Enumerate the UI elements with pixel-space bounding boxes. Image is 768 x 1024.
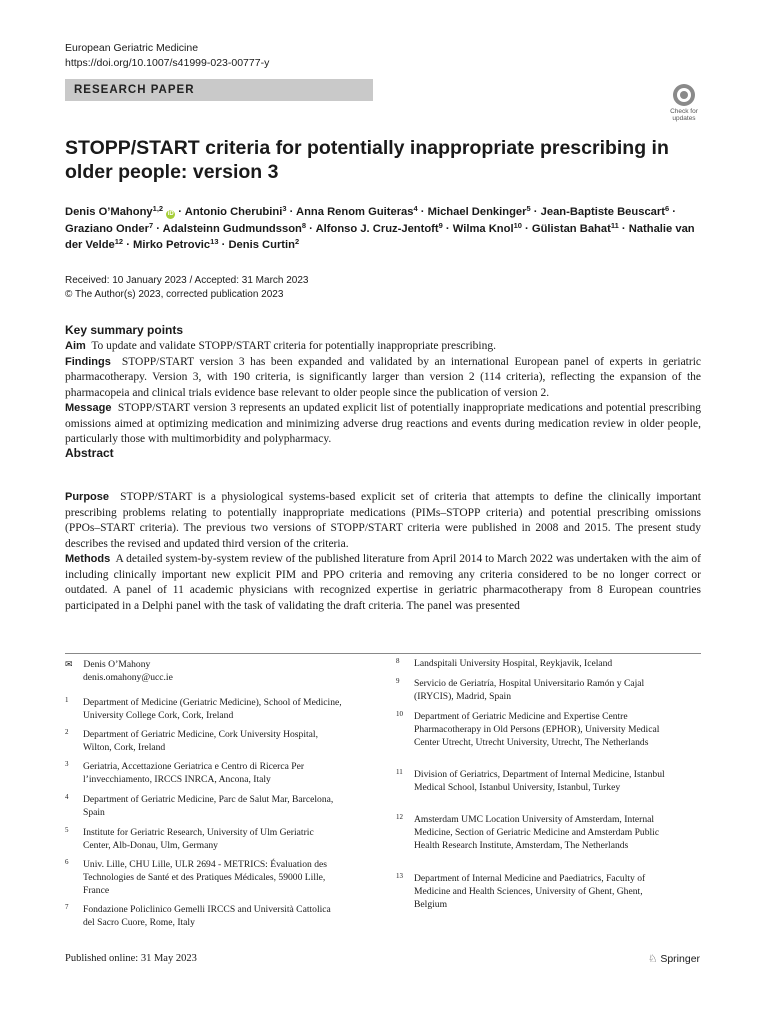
affiliation-3 [65,760,343,786]
purpose-text: STOPP/START is a physiological systems-based explicit set of criteria that attempts to define the clinically important prescribing problems relating to potentially inappropriate medications (PIMs–STOPP criteria) and potential prescribing omissions (PPOs–START criteria). The previous two versions of STOPP/START criteria were published in 2008 and 2015. The present study describes the revised and updated third version of the criteria. [65,491,701,550]
affiliation-2 [65,728,343,754]
affiliation-text: Landspitali University Hospital, Reykjavik, Iceland [414,658,613,669]
author-affiliation-marker: 8 [301,220,307,230]
affiliation-6 [65,858,343,897]
aim-point [65,339,701,355]
journal-header [65,41,269,71]
affiliation-number: 10 [396,710,403,718]
author-affiliation-marker: 2 [294,237,300,246]
affiliation-10 [396,710,674,749]
methods-label: Methods [65,553,111,565]
affiliation-text: Univ. Lille, CHU Lille, ULR 2694 - METRICS: Évaluation des Technologies de Santé et des Pratiques Médicales, 59000 Lille, France [83,859,327,896]
affiliation-4 [65,793,343,819]
affiliation-text: Department of Geriatric Medicine, Cork University Hospital, Wilton, Cork, Ireland [83,729,318,753]
affiliation-8 [396,657,674,670]
affiliation-number: 11 [396,768,403,776]
message-text: STOPP/START version 3 represents an updated explicit list of potentially inappropriate medications and potential prescribing omissions aimed at optimizing medication and minimizing adverse drug reactions and events during medication review in older people, particularly those with multimorbidity and polypharmacy. [65,402,702,445]
author-affiliation-marker: 12 [114,237,124,246]
correspondence-name: Denis O’Mahony [83,659,151,670]
author-affiliation-marker: 9 [438,220,443,230]
author-affiliation-marker: 11 [610,220,619,230]
purpose-label: Purpose [65,491,110,503]
key-summary-points [65,339,701,448]
correspondence-email[interactable]: denis.omahony@ucc.ie [83,672,173,683]
author-list: Denis O’Mahony$^{1,2}$ iD · Antonio Cherubini$^3$ · Anna Renom Guiteras$^4$ · Michael Denkinger$^5$ · Jean‑Baptiste Beuscart$^6$ · Graziano Onder$^7$ · Adalsteinn Gudmundsson$^8$ · Alfonso J. Cruz‑Jentoft$^9$ · Wilma Knol$^{10}$ · Gülistan Bahat$^{11}$ · Nathalie van der Velde$^{12}$ · Mirko Petrovic$^{13}$ · Denis Curtin$^2$ [65,204,695,251]
affiliation-text: Department of Geriatric Medicine and Expertise Centre Pharmacotherapy in Old Persons (EPHOR), University Medical Center Utrecht, Utrecht University, Utrecht, The Netherlands [414,711,660,748]
article-title: STOPP/START criteria for potentially inappropriate prescribing in older people: version 3 [65,137,669,183]
author-affiliation-marker: 7 [148,220,154,230]
affiliation-11 [396,768,674,794]
author-name[interactable]: Alfonso J. Cruz‑Jentoft$^9$ [315,220,443,235]
aim-label: Aim [65,340,86,352]
author-name[interactable]: Wilma Knol$^{10}$ [452,220,522,235]
check-for-updates-label: Check for updates [670,108,698,122]
affiliation-1 [65,696,343,722]
affiliation-number: 3 [65,760,69,768]
affiliation-text: Servicio de Geriatría, Hospital Universitario Ramón y Cajal (IRYCIS), Madrid, Spain [414,678,645,702]
author-name[interactable]: Michael Denkinger$^5$ [427,204,531,218]
publisher-name: Springer [660,953,701,965]
orcid-icon[interactable]: iD [167,211,174,217]
affiliation-13 [396,872,674,911]
author-name[interactable]: Jean‑Baptiste Beuscart$^6$ [540,204,670,218]
affiliation-number: 13 [396,872,403,880]
key-summary-heading: Key summary points [65,323,184,337]
affiliation-text: Fondazione Policlinico Gemelli IRCCS and Università Cattolica del Sacro Cuore, Rome, Italy [83,904,331,928]
author-affiliation-marker: 10 [513,220,522,230]
findings-label: Findings [65,355,111,368]
purpose-section [65,490,701,552]
affiliation-text: Amsterdam UMC Location University of Amsterdam, Internal Medicine, Section of Geriatric Medicine and Amsterdam Public Health Research Institute, Amsterdam, The Netherlands [414,814,660,851]
author-affiliation-marker: 5 [526,204,531,213]
footnote-divider [65,653,701,654]
author-affiliation-marker: 6 [664,204,670,213]
affiliation-number: 7 [65,903,69,911]
affiliation-number: 5 [65,826,69,834]
copyright: © The Author(s) 2023, corrected publication 2023 [65,289,284,300]
abstract-body [65,490,701,614]
affiliation-number: 4 [65,793,69,801]
envelope-icon: ✉ [65,659,73,669]
affiliation-text: Institute for Geriatric Research, University of Ulm Geriatric Center, Alb-Donau, Ulm, Germany [83,827,314,851]
author-affiliation-marker: 4 [413,204,418,213]
affiliation-number: 1 [65,696,69,704]
affiliation-text: Department of Medicine (Geriatric Medicine), School of Medicine, University College Cork, Cork, Ireland [83,697,342,721]
affiliation-number: 12 [396,813,403,821]
affiliation-text: Department of Geriatric Medicine, Parc de Salut Mar, Barcelona, Spain [83,794,334,818]
author-name[interactable]: Graziano Onder$^7$ [65,220,154,235]
check-for-updates-badge[interactable] [664,84,704,124]
author-name[interactable]: Gülistan Bahat$^{11}$ [531,220,619,235]
author-name[interactable]: Antonio Cherubini$^3$ [184,204,287,218]
affiliation-number: 2 [65,728,69,736]
abstract-heading: Abstract [65,446,114,460]
message-label: Message [65,402,112,414]
affiliation-text: Division of Geriatrics, Department of Internal Medicine, Istanbul Medical School, Istanbul University, Istanbul, Turkey [414,769,665,793]
published-date: Published online: 31 May 2023 [65,953,197,964]
article-type-banner: RESEARCH PAPER [65,79,373,101]
journal-name: European Geriatric Medicine [65,42,199,54]
methods-text: A detailed system-by-system review of the published literature from April 2014 to March 2022 was undertaken with the aim of including clinically important new explicit PIM and PPO criteria and removing any criteria considered to be no longer correct or outdated. A panel of 11 academic physicians with recognized expertise in geriatric pharmacotherapy from 8 European countries participated in a Delphi panel with the task of validating the draft criteria. The panel was presented [65,553,701,612]
affiliation-7 [65,903,343,929]
check-for-updates-icon [673,84,695,106]
author-name[interactable]: Denis Curtin$^2$ [228,237,300,251]
affiliation-number: 6 [65,858,69,866]
affiliation-12 [396,813,674,852]
doi-link[interactable]: https://doi.org/10.1007/s41999-023-00777-y [65,57,270,69]
publisher-logo [648,953,700,965]
author-name[interactable]: Adalsteinn Gudmundsson$^8$ [162,220,307,235]
affiliation-number: 8 [396,657,400,665]
author-affiliation-marker: 1,2 [152,204,164,213]
author-affiliation-marker: 3 [282,204,287,213]
affiliation-text: Geriatria, Accettazione Geriatrica e Centro di Ricerca Per l’invecchiamento, IRCCS INRCA, Ancona, Italy [83,761,305,785]
author-name[interactable]: Denis O’Mahony$^{1,2}$ iD [65,204,174,218]
affiliation-text: Department of Internal Medicine and Paediatrics, Faculty of Medicine and Health Sciences, University of Ghent, Ghent, Belgium [414,873,646,910]
affiliation-9 [396,677,674,703]
article-dates [65,274,309,302]
aim-text: To update and validate STOPP/START criteria for potentially inappropriate prescribing. [91,340,497,352]
methods-section [65,552,701,614]
message-point [65,401,701,448]
springer-horse-icon: ♘ [648,953,658,965]
author-name[interactable]: Mirko Petrovic$^{13}$ [133,237,219,251]
correspondence [65,658,173,684]
affiliation-number: 9 [396,677,400,685]
findings-text: STOPP/START version 3 has been expanded and validated by an international European panel of experts in geriatric pharmacotherapy. Version 3, with 190 criteria, is significantly larger than version 2 (114 criteria), reflecting the expansion of the pharmacopeia and clinical trials evidence base relevant to older people since the publication of version 2. [65,355,701,399]
author-name[interactable]: Nathalie van der Velde$^{12}$ [65,222,695,251]
received-accepted: Received: 10 January 2023 / Accepted: 31 March 2023 [65,275,309,286]
author-name[interactable]: Anna Renom Guiteras$^4$ [296,204,418,218]
author-affiliation-marker: 13 [210,237,219,246]
findings-point [65,355,701,402]
affiliation-5 [65,826,343,852]
